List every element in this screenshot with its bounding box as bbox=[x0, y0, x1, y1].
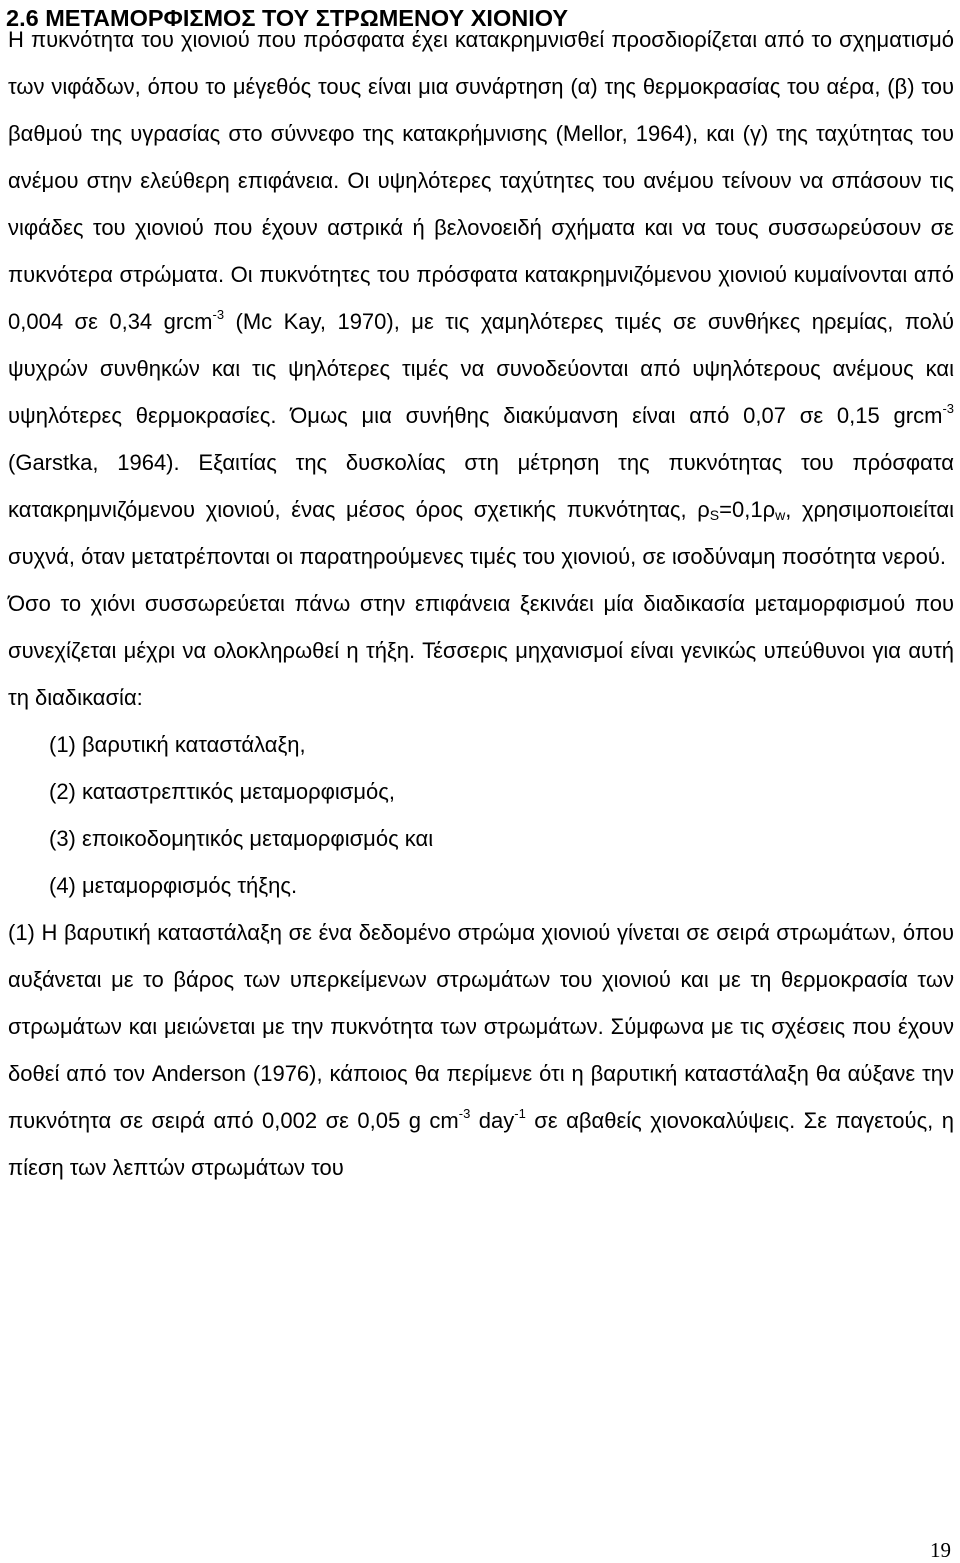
superscript: -3 bbox=[458, 1105, 471, 1121]
paragraph-snow-density bbox=[8, 16, 954, 580]
list-item: (1) βαρυτική καταστάλαξη, bbox=[49, 732, 306, 757]
superscript: -3 bbox=[212, 306, 225, 322]
text-run: (Mc Kay, 1970), με τις χαμηλότερες τιμές σε συνθήκες ηρεμίας, πολύ ψυχρών συνθηκών και τις ψηλότερες τιμές να συνοδεύονται από υψηλότερους ανέμους και υψηλότερες θερμοκρασίες. Όμως μια συνήθης διακύμανση είναι από 0,07 σε 0,15 grcm bbox=[8, 309, 954, 428]
section-heading: 2.6 ΜΕΤΑΜΟΡΦΙΣΜΟΣ ΤΟΥ ΣΤΡΩΜΕΝΟΥ ΧΙΟΝΙΟΥ bbox=[6, 5, 569, 31]
paragraph-gravitational-settling bbox=[8, 909, 954, 1191]
text-run: day bbox=[470, 1108, 515, 1133]
text-run: (Garstka, 1964). Εξαιτίας της δυσκολίας στη μέτρηση της πυκνότητας του πρόσφατα κατακρημνιζόμενου χιονιού, ένας μέσος όρος σχετικής πυκνότητας, ρ bbox=[8, 450, 954, 522]
list-item: (3) εποικοδομητικός μεταμορφισμός και bbox=[49, 826, 434, 851]
text-run: =0,1ρ bbox=[719, 497, 776, 522]
text-run: Η πυκνότητα του χιονιού που πρόσφατα έχει κατακρημνισθεί προσδιορίζεται από το σχηματισμό των νιφάδων, όπου το μέγεθός τους είναι μια συνάρτηση (α) της θερμοκρασίας του αέρα, (β) του βαθμού της υγρασίας στο σύννεφο της κατακρήμνισης (Mellor, 1964), και (γ) της ταχύτητας του ανέμου στην ελεύθερη επιφάνεια. Οι υψηλότερες ταχύτητες του ανέμου τείνουν να σπάσουν τις νιφάδες του χιονιού που έχουν αστρικά ή βελονοειδή σχήματα και να τους συσσωρεύσουν σε πυκνότερα στρώματα. Οι πυκνότητες του πρόσφατα κατακρημνιζόμενου χιονιού κυμαίνονται από 0,004 σε 0,34 grcm bbox=[8, 27, 954, 334]
list-item: (4) μεταμορφισμός τήξης. bbox=[49, 873, 298, 898]
subscript: w bbox=[775, 507, 786, 523]
text-run: (1) Η βαρυτική καταστάλαξη σε ένα δεδομένο στρώμα χιονιού γίνεται σε σειρά στρωμάτων, όπου αυξάνεται με το βάρος των υπερκείμενων στρωμάτων του χιονιού και με τη θερμοκρασία των στρωμάτων και μειώνεται με την πυκνότητα των στρωμάτων. Σύμφωνα με τις σχέσεις που έχουν δοθεί από τον Anderson (1976), κάποιος θα περίμενε ότι η βαρυτική καταστάλαξη θα αύξανε την πυκνότητα σε σειρά από 0,002 σε 0,05 g cm bbox=[8, 920, 954, 1133]
subscript: S bbox=[709, 507, 720, 523]
body-text bbox=[8, 16, 954, 1191]
page-number: 19 bbox=[930, 1538, 951, 1562]
text-run: σε αβαθείς χιονοκαλύψεις. Σε παγετούς, η πίεση των λεπτών στρωμάτων του bbox=[8, 1108, 954, 1180]
paragraph-metamorphism-intro: Όσο το χιόνι συσσωρεύεται πάνω στην επιφάνεια ξεκινάει μία διαδικασία μεταμορφισμού που συνεχίζεται μέχρι να ολοκληρωθεί η τήξη. Τέσσερις μηχανισμοί είναι γενικώς υπεύθυνοι για αυτή τη διαδικασία: bbox=[8, 591, 954, 710]
text-run: , χρησιμοποιείται συχνά, όταν μετατρέπονται οι παρατηρούμενες τιμές του χιονιού, σε ισοδύναμη ποσότητα νερού. bbox=[8, 497, 954, 569]
superscript: -3 bbox=[942, 400, 954, 416]
list-item: (2) καταστρεπτικός μεταμορφισμός, bbox=[49, 779, 395, 804]
superscript: -1 bbox=[514, 1105, 526, 1121]
